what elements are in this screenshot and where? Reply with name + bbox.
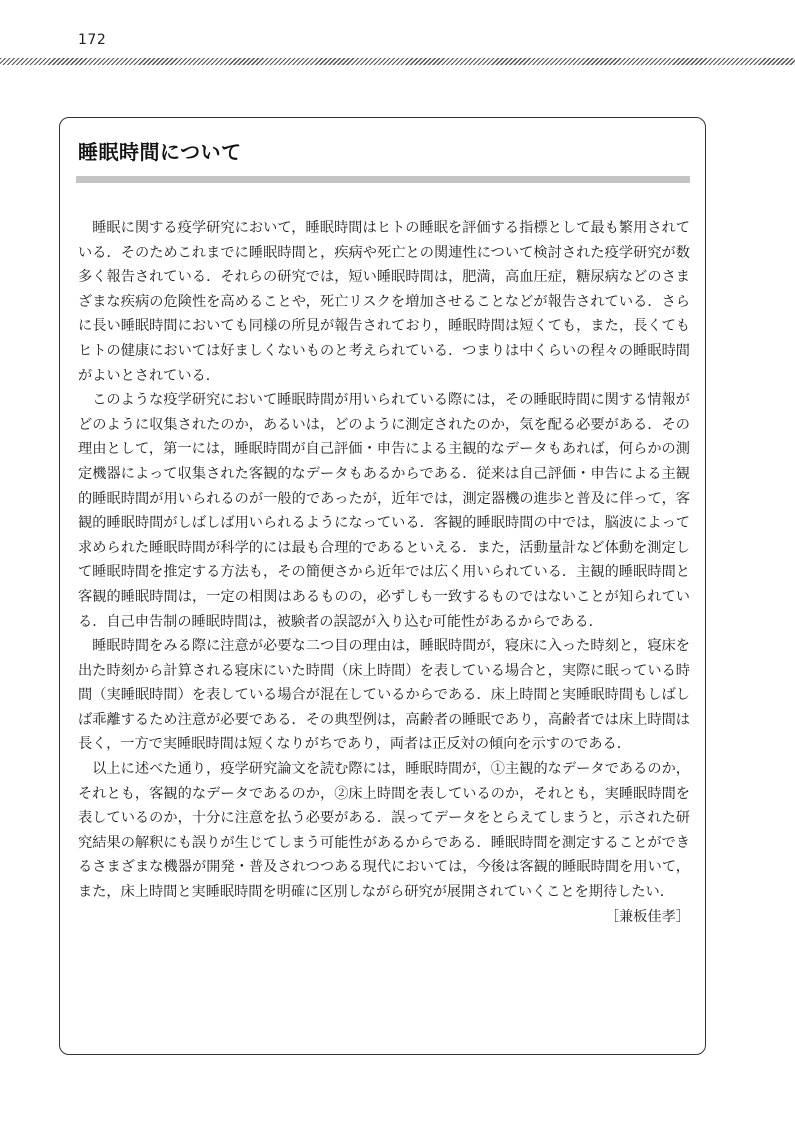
paragraph-4-text: 以上に述べた通り，疫学研究論文を読む際には，睡眠時間が，①主観的なデータであるのか，それとも，客観的なデータであるのか，②床上時間を表しているのか，それとも，実睡眠時間を表しているのか，十分に注意を払う必要がある．誤ってデータをとらえてしまうと，示された研究結果の解釈にも誤りが生じてしまう可能性があるからである．睡眠時間を測定することができるさまざまな機器が開発・普及されつつある現代においては，今後は客観的睡眠時間を用いて，また，床上時間と実睡眠時間を明確に区別しながら研究が展開されていくことを期待したい． <box>78 761 690 901</box>
column-title: 睡眠時間について <box>78 140 242 164</box>
page-number: 172 <box>78 32 107 48</box>
paragraph-1: 睡眠に関する疫学研究において，睡眠時間はヒトの睡眠を評価する指標として最も繁用されている．そのためこれまでに睡眠時間と，疾病や死亡との関連性について検討された疫学研究が数多く報告されている．それらの研究では，短い睡眠時間は，肥満，高血圧症，糖尿病などのさまざまな疾病の危険性を高めることや，死亡リスクを増加させることなどが報告されている．さらに長い睡眠時間においても同様の所見が報告されており，睡眠時間は短くても，また，長くてもヒトの健康においては好ましくないものと考えられている．つまりは中くらいの程々の睡眠時間がよいとされている． <box>78 220 690 384</box>
author-credit: ［兼板佳孝］ <box>604 908 690 925</box>
header-rule <box>0 58 795 65</box>
paragraph-3: 睡眠時間をみる際に注意が必要な二つ目の理由は，睡眠時間が，寝床に入った時刻と，寝床を出た時刻から計算される寝床にいた時間（床上時間）を表している場合と，実際に眠っている時間（実睡眠時間）を表している場合が混在しているからである．床上時間と実睡眠時間もしばしば乖離するため注意が必要である．その典型例は，高齢者の睡眠であり，高齢者では床上時間は長く，一方で実睡眠時間は短くなりがちであり，両者は正反対の傾向を示すのである． <box>78 638 690 753</box>
column-body <box>78 216 690 929</box>
paragraph-2: このような疫学研究において睡眠時間が用いられている際には，その睡眠時間に関する情報がどのように収集されたのか，あるいは，どのように測定されたのか，気を配る必要がある．その理由として，第一には，睡眠時間が自己評価・申告による主観的なデータもあれば，何らかの測定機器によって収集された客観的なデータもあるからである．従来は自己評価・申告による主観的睡眠時間が用いられるのが一般的であったが，近年では，測定器機の進歩と普及に伴って，客観的睡眠時間がしばしば用いられるようになっている．客観的睡眠時間の中では，脳波によって求められた睡眠時間が科学的には最も合理的であるといえる．また，活動量計など体動を測定して睡眠時間を推定する方法も，その簡便さから近年では広く用いられている．主観的睡眠時間と客観的睡眠時間は，一定の相関はあるものの，必ずしも一致するものではないことが知られている．自己申告制の睡眠時間は，被験者の誤認が入り込む可能性があるからである． <box>78 392 690 630</box>
column-box <box>59 117 706 1055</box>
title-underline-bar <box>76 176 690 183</box>
paragraph-4 <box>78 757 690 925</box>
